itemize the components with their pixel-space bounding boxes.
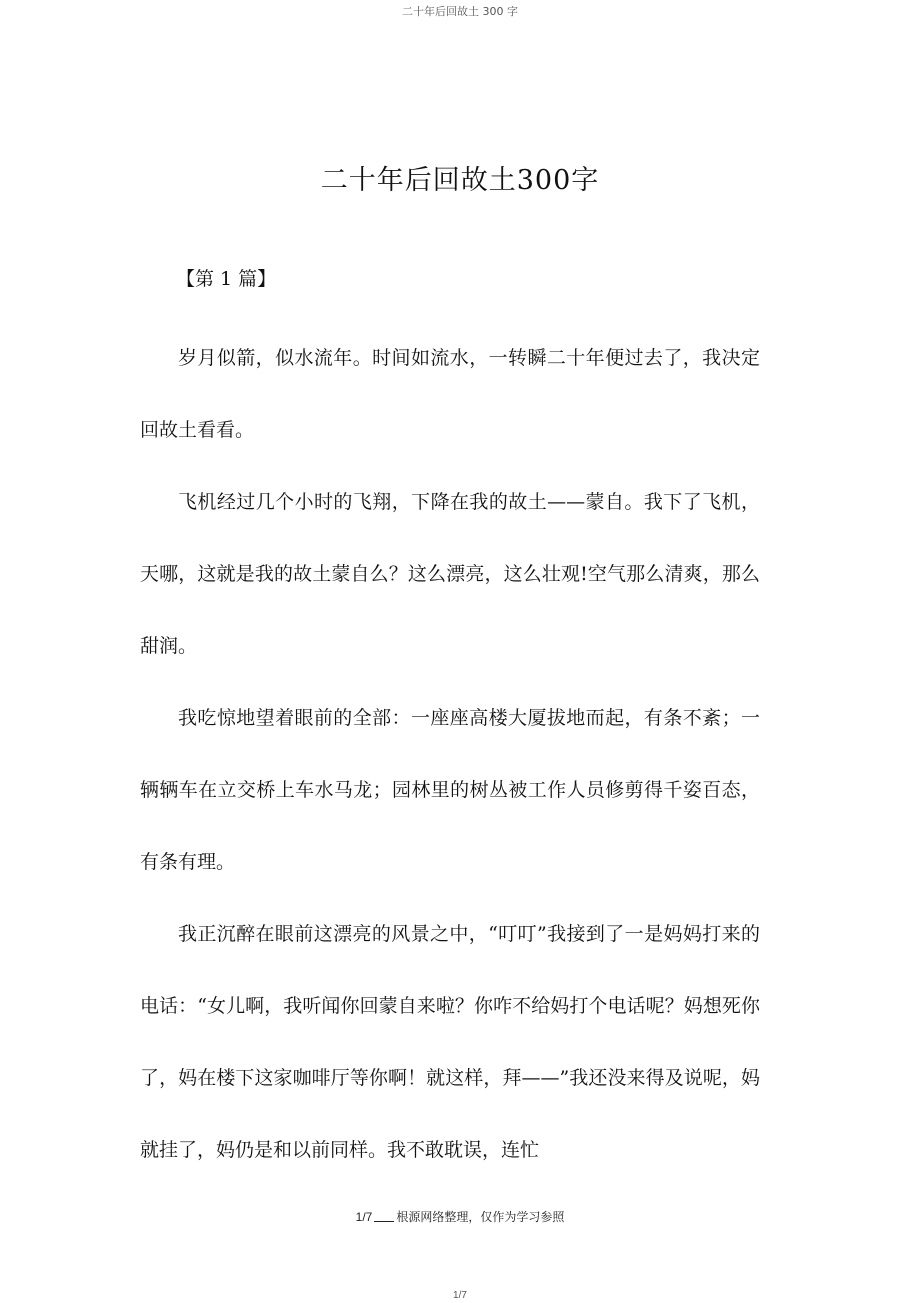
footer-underline-rule	[374, 1221, 394, 1222]
running-header: 二十年后回故土 300 字	[402, 5, 518, 18]
paragraph: 我正沉醉在眼前这漂亮的风景之中，“叮叮”我接到了一是妈妈打来的电话：“女儿啊，我听闻你回蒙自来啦？你咋不给妈打个电话呢？妈想死你了，妈在楼下这家咖啡厅等你啊！就这样，拜——”我还没来得及说呢，妈就挂了，妈仍是和以前同样。我不敢耽误，连忙	[140, 923, 760, 1161]
paragraph: 我吃惊地望着眼前的全部：一座座高楼大厦拔地而起，有条不紊；一辆辆车在立交桥上车水马龙；园林里的树丛被工作人员修剪得千姿百态，有条有理。	[140, 707, 760, 873]
paragraph: 岁月似箭，似水流年。时间如流水，一转瞬二十年便过去了，我决定回故土看看。	[140, 347, 760, 441]
page-number: 1/7	[453, 1290, 467, 1301]
footer-note	[0, 1208, 920, 1225]
document-body	[140, 322, 760, 1186]
document-title: 二十年后回故土300字	[320, 165, 600, 196]
footer-source-note: 根源网络整理，仅作为学习参照	[396, 1210, 565, 1224]
footer-page-fraction: 1/7	[355, 1210, 373, 1224]
section-heading: 【第 1 篇】	[176, 268, 277, 290]
paragraph: 飞机经过几个小时的飞翔，下降在我的故土——蒙自。我下了飞机，天哪，这就是我的故土蒙自么？这么漂亮，这么壮观!空气那么清爽，那么甜润。	[140, 491, 760, 657]
